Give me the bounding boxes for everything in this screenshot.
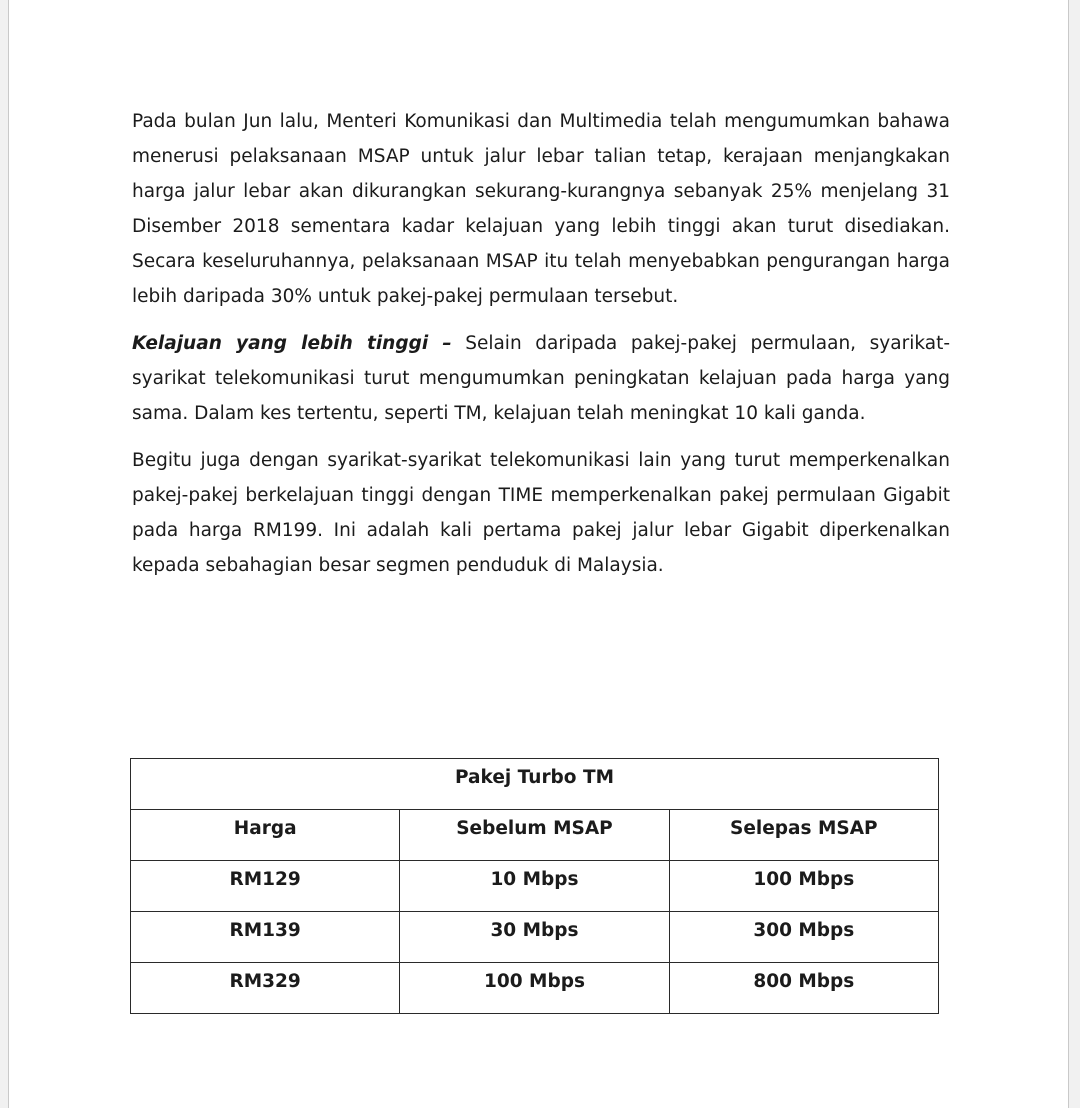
cell-selepas: 100 Mbps xyxy=(669,861,938,912)
paragraph-2 xyxy=(132,326,950,431)
cell-sebelum: 10 Mbps xyxy=(400,861,669,912)
cell-sebelum: 30 Mbps xyxy=(400,912,669,963)
table-row xyxy=(131,912,939,963)
document-body xyxy=(132,104,950,595)
cell-harga: RM139 xyxy=(131,912,400,963)
paragraph-1: Pada bulan Jun lalu, Menteri Komunikasi dan Multimedia telah mengumumkan bahawa menerusi pelaksanaan MSAP untuk jalur lebar talian tetap, kerajaan menjangkakan harga jalur lebar akan dikurangkan sekurang-kurangnya sebanyak 25% menjelang 31 Disember 2018 sementara kadar kelajuan yang lebih tinggi akan turut disediakan. Secara keseluruhannya, pelaksanaan MSAP itu telah menyebabkan pengurangan harga lebih daripada 30% untuk pakej-pakej permulaan tersebut. xyxy=(132,111,950,307)
paragraph-2-body: Selain daripada pakej-pakej permulaan, syarikat-syarikat telekomunikasi turut mengumumkan peningkatan kelajuan pada harga yang sama. Dalam kes tertentu, seperti TM, kelajuan telah meningkat 10 kali ganda. xyxy=(132,333,950,424)
cell-selepas: 300 Mbps xyxy=(669,912,938,963)
table-row xyxy=(131,963,939,1014)
cell-selepas: 800 Mbps xyxy=(669,963,938,1014)
pakej-table xyxy=(130,758,939,1014)
paragraph-3: Begitu juga dengan syarikat-syarikat telekomunikasi lain yang turut memperkenalkan pakej-pakej berkelajuan tinggi dengan TIME memperkenalkan pakej permulaan Gigabit pada harga RM199. Ini adalah kali pertama pakej jalur lebar Gigabit diperkenalkan kepada sebahagian besar segmen penduduk di Malaysia. xyxy=(132,450,950,576)
table-title: Pakej Turbo TM xyxy=(131,759,939,810)
header-selepas-msap: Selepas MSAP xyxy=(669,810,938,861)
cell-sebelum: 100 Mbps xyxy=(400,963,669,1014)
header-harga: Harga xyxy=(131,810,400,861)
table-row xyxy=(131,861,939,912)
table-title-row xyxy=(131,759,939,810)
table-header-row xyxy=(131,810,939,861)
paragraph-2-lead: Kelajuan yang lebih tinggi – xyxy=(132,333,452,354)
cell-harga: RM329 xyxy=(131,963,400,1014)
header-sebelum-msap: Sebelum MSAP xyxy=(400,810,669,861)
document-page xyxy=(8,0,1069,1108)
cell-harga: RM129 xyxy=(131,861,400,912)
